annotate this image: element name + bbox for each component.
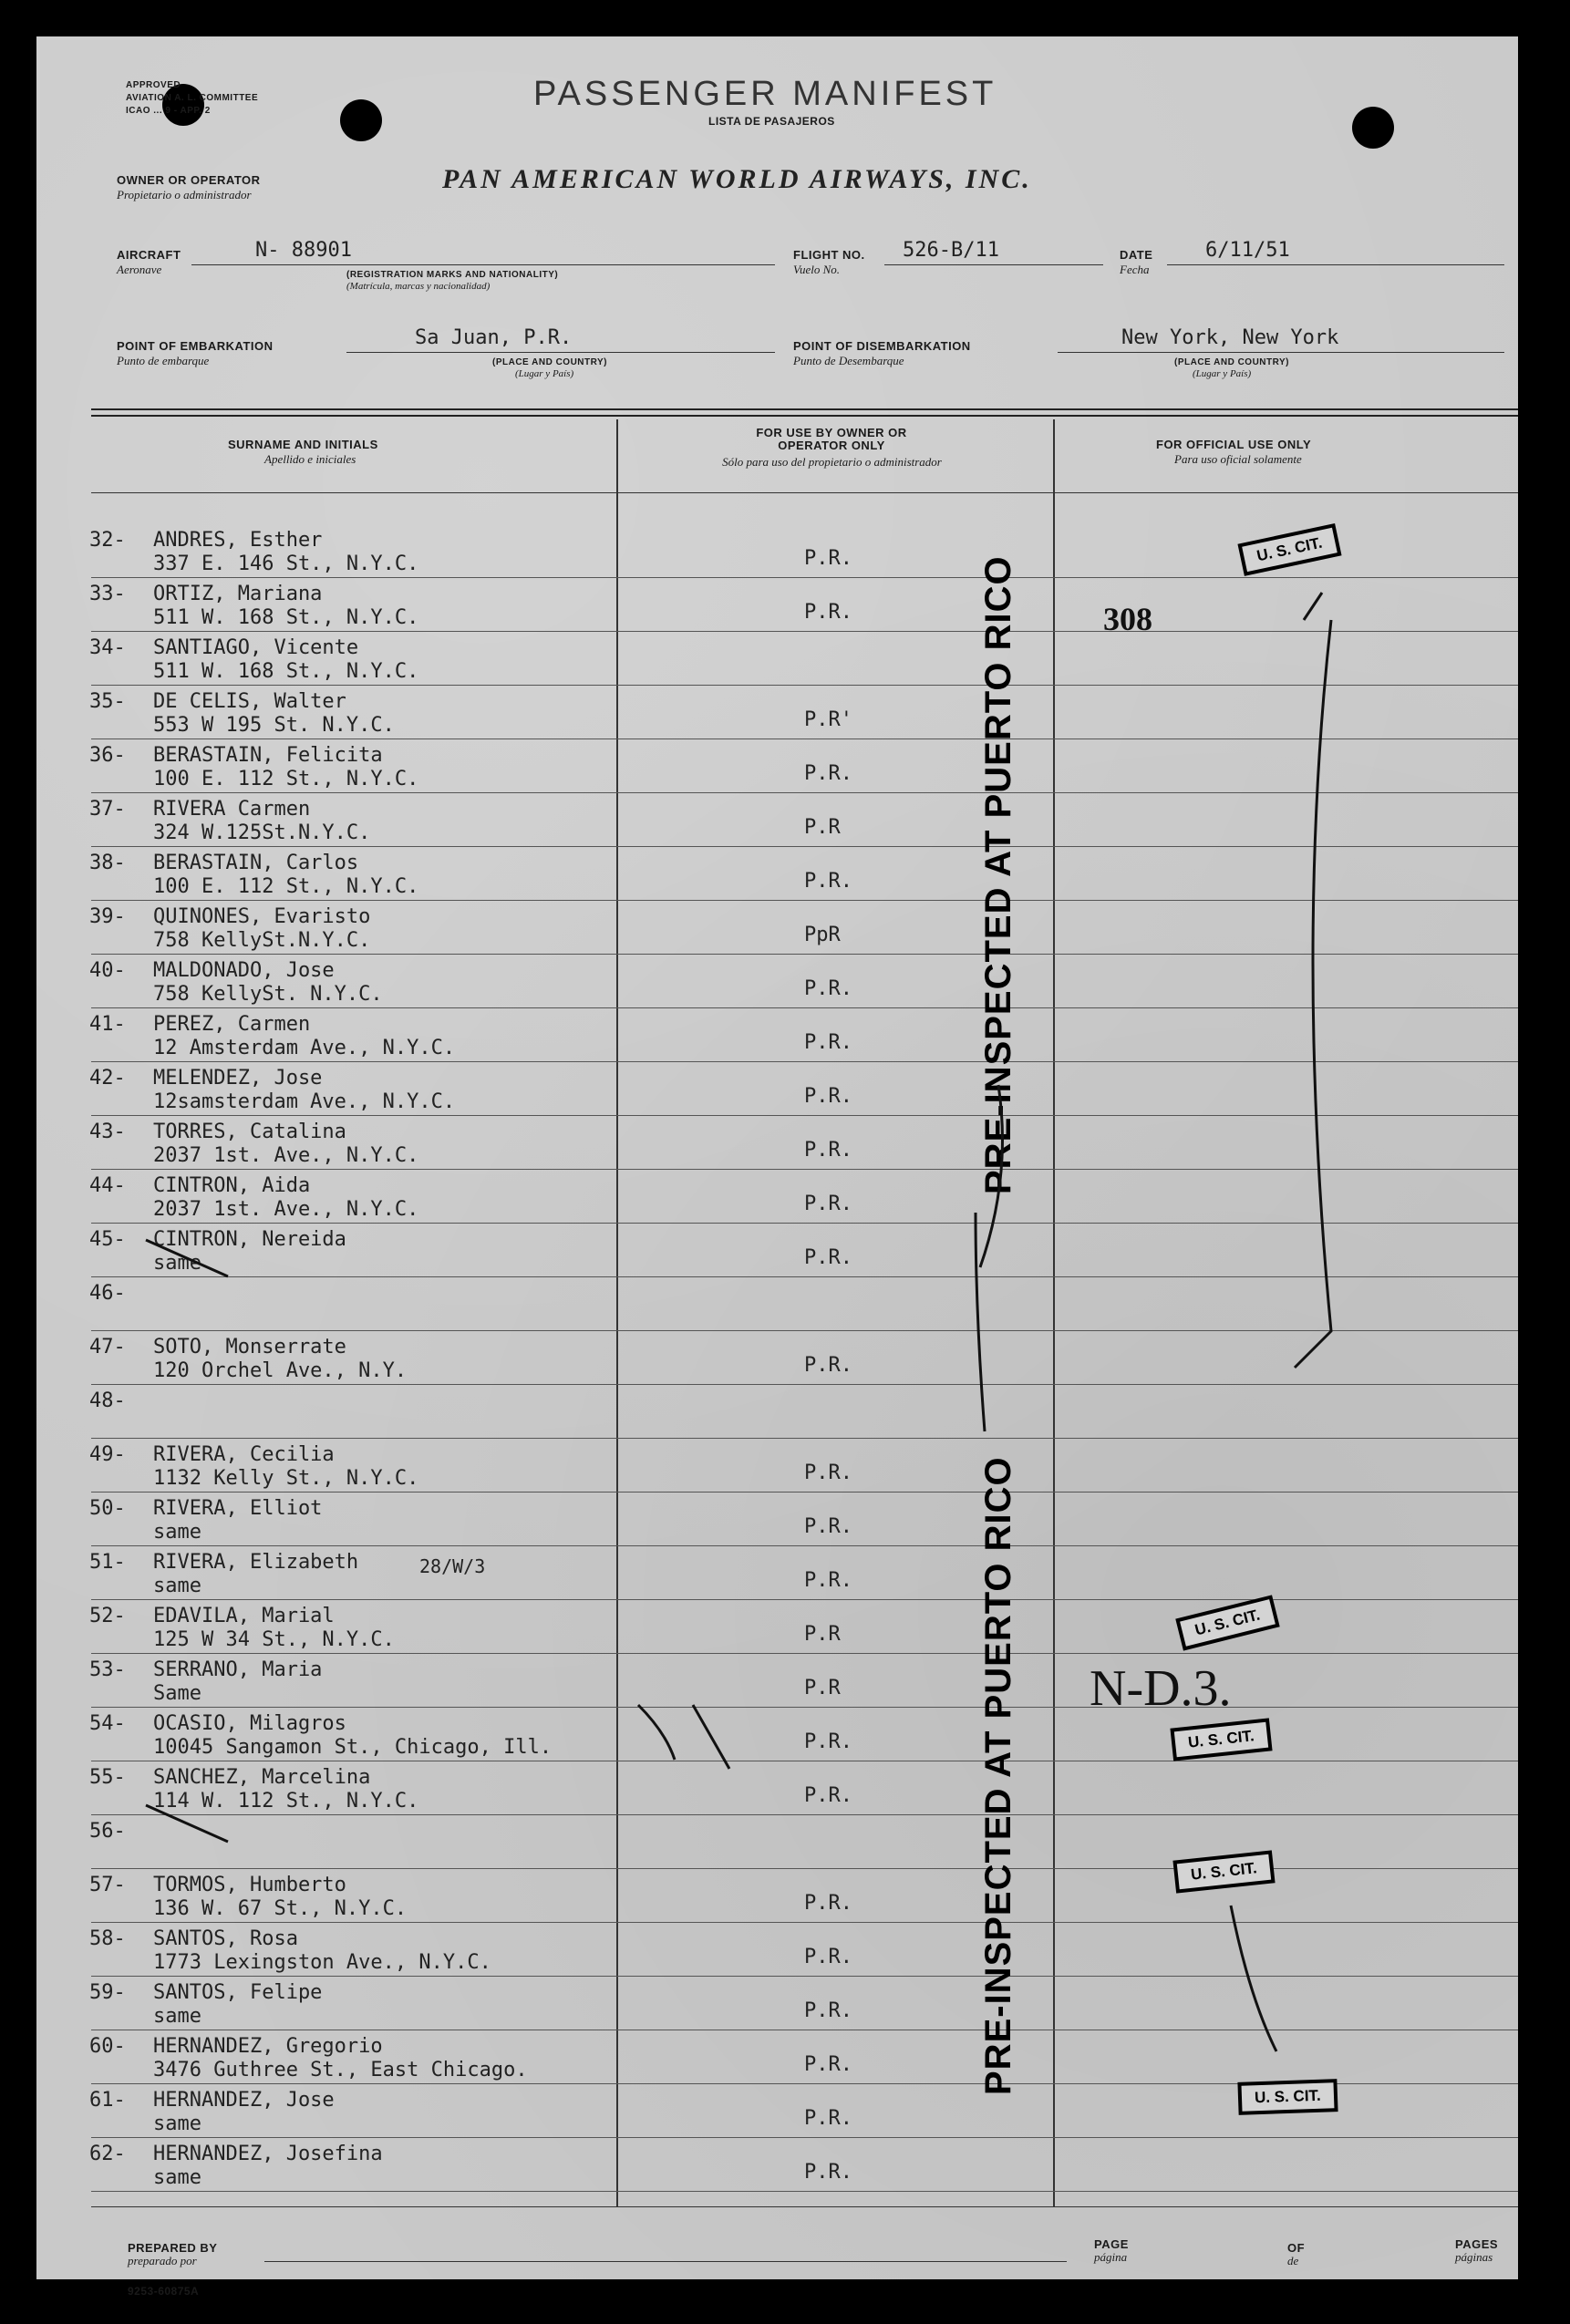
operator-mark: P.R. [804,1784,852,1807]
handwritten-nd3: N-D.3. [1090,1660,1232,1717]
passenger-name: CINTRON, Aida [153,1174,311,1197]
passenger-address: 2037 1st. Ave., N.Y.C. [153,1198,419,1221]
passenger-number: 46- [89,1282,126,1305]
passenger-number: 40- [89,959,126,982]
operator-mark: P.R [804,1677,841,1699]
operator-mark: P.R. [804,2161,852,2184]
passenger-name: TORMOS, Humberto [153,1874,346,1896]
passenger-number: 57- [89,1874,126,1896]
operator-mark: P.R' [804,708,852,731]
owner-label-es: Propietario o administrador [117,188,252,201]
passenger-address: 3476 Guthree St., East Chicago. [153,2059,528,2081]
arrow-line [976,1213,985,1431]
embark-label-es: Punto de embarque [117,354,210,367]
passenger-number: 39- [89,905,126,928]
embark-place-note: (PLACE AND COUNTRY) [492,357,607,367]
disembark-label: POINT OF DISEMBARKATION [793,339,971,353]
passenger-name: SANTOS, Rosa [153,1927,298,1950]
approved-line: ICAO ... 9 - APP. 2 [126,106,211,116]
passenger-number: 32- [89,529,126,552]
owner-label: OWNER OR OPERATOR [117,173,261,187]
date-value: 6/11/51 [1205,239,1290,262]
passenger-address: 120 Orchel Ave., N.Y. [153,1359,408,1382]
column-official-header-es: Para uso oficial solamente [1174,452,1302,466]
form-code: 9253-60875A [128,2285,200,2298]
operator-mark: P.R. [804,601,852,624]
us-cit-stamp: U. S. CIT. [1237,2079,1338,2115]
cancel-slash [146,1805,228,1842]
passenger-number: 58- [89,1927,126,1950]
passenger-address: 12 Amsterdam Ave., N.Y.C. [153,1037,456,1059]
operator-mark: P.R. [804,1139,852,1162]
operator-mark: P.R. [804,1569,852,1592]
passenger-address: 2037 1st. Ave., N.Y.C. [153,1144,419,1167]
prepared-label-es: preparado por [128,2254,197,2267]
passenger-address: 114 W. 112 St., N.Y.C. [153,1790,419,1813]
passenger-name: BERASTAIN, Carlos [153,852,359,874]
handwritten-scribble [638,1705,729,1769]
passenger-address: Same [153,1682,201,1705]
handwritten-308: 308 [1103,601,1152,637]
passenger-address: 100 E. 112 St., N.Y.C. [153,768,419,790]
us-cit-stamp: U. S. CIT. [1237,523,1341,576]
passenger-number: 35- [89,690,126,713]
manifest-title: PASSENGER MANIFEST [533,75,997,113]
passenger-address: same [153,2166,201,2189]
embark-label: POINT OF EMBARKATION [117,339,274,353]
passenger-name: HERNANDEZ, Jose [153,2089,335,2112]
column-official-header: FOR OFFICIAL USE ONLY [1156,438,1312,451]
passenger-name: RIVERA, Elizabeth [153,1551,359,1574]
passenger-address: 1132 Kelly St., N.Y.C. [153,1467,419,1490]
flight-label: FLIGHT NO. [793,248,865,262]
passenger-address: 758 KellySt. N.Y.C. [153,983,383,1006]
aircraft-value: N- 88901 [255,239,352,262]
operator-mark: P.R. [804,1085,852,1108]
passenger-address: same [153,1575,201,1597]
passenger-number: 33- [89,583,126,605]
passenger-name: SANTOS, Felipe [153,1981,323,2004]
passenger-name: MELENDEZ, Jose [153,1067,323,1090]
operator-mark: P.R. [804,2107,852,2130]
passenger-number: 42- [89,1067,126,1090]
passenger-number: 47- [89,1336,126,1358]
operator-mark: P.R. [804,1730,852,1753]
registration-note-es: (Matrícula, marcas y nacionalidad) [346,281,491,292]
operator-mark: P.R. [804,870,852,893]
passenger-number: 43- [89,1121,126,1143]
operator-mark: P.R [804,1623,841,1646]
aircraft-label-es: Aeronave [117,263,162,276]
passenger-number: 52- [89,1605,126,1627]
passenger-number: 36- [89,744,126,767]
operator-mark: P.R. [804,1462,852,1484]
passenger-address: 511 W. 168 St., N.Y.C. [153,606,419,629]
cancel-slash [146,1240,228,1276]
of-label-es: de [1287,2254,1299,2267]
passenger-number: 48- [89,1389,126,1412]
disembark-value: New York, New York [1121,326,1339,349]
of-label: OF [1287,2241,1306,2255]
bracket-line [1295,620,1331,1368]
operator-mark: PpR [804,924,841,946]
passenger-number: 41- [89,1013,126,1036]
passenger-address: 758 KellySt.N.Y.C. [153,929,371,952]
passenger-address: same [153,2005,201,2028]
passenger-number: 51- [89,1551,126,1574]
passenger-number: 50- [89,1497,126,1520]
prepared-label: PREPARED BY [128,2241,218,2255]
operator-mark: P.R. [804,1999,852,2022]
passenger-address: 337 E. 146 St., N.Y.C. [153,553,419,575]
passenger-number: 37- [89,798,126,821]
manifest-subtitle: LISTA DE PASAJEROS [708,115,835,128]
passenger-name: HERNANDEZ, Gregorio [153,2035,383,2058]
passenger-address: 136 W. 67 St., N.Y.C. [153,1897,408,1920]
date-label-es: Fecha [1120,263,1150,276]
page-label-es: página [1094,2250,1128,2264]
airline-name: PAN AMERICAN WORLD AIRWAYS, INC. [442,164,1032,194]
pages-label: PAGES [1455,2237,1499,2251]
operator-mark: P.R. [804,1031,852,1054]
operator-mark: P.R. [804,1193,852,1215]
date-label: DATE [1120,248,1153,262]
passenger-number: 56- [89,1820,126,1843]
preinspected-stamp-upper: PRE-INSPECTED AT PUERTO RICO [978,555,1018,1194]
passenger-number: 38- [89,852,126,874]
passenger-name: RIVERA Carmen [153,798,311,821]
passenger-name: RIVERA, Elliot [153,1497,323,1520]
disembark-label-es: Punto de Desembarque [793,354,904,367]
operator-mark: P.R. [804,1354,852,1377]
passenger-number: 53- [89,1658,126,1681]
passenger-number: 62- [89,2143,126,2165]
operator-mark: P.R. [804,1946,852,1968]
passenger-name: ANDRES, Esther [153,529,323,552]
us-cit-stamp: U. S. CIT. [1175,1595,1279,1650]
operator-mark: P.R [804,816,841,839]
passenger-number: 34- [89,636,126,659]
handwritten-marks [36,36,1518,2279]
passenger-name: CINTRON, Nereida [153,1228,346,1251]
passenger-address: 553 W 195 St. N.Y.C. [153,714,395,737]
disembark-place-note: (PLACE AND COUNTRY) [1174,357,1289,367]
passenger-name: RIVERA, Cecilia [153,1443,335,1466]
flight-value: 526-B/11 [903,239,999,262]
passenger-name: HERNANDEZ, Josefina [153,2143,383,2165]
manifest-sheet [36,36,1518,2298]
embark-place-note-es: (Lugar y País) [515,368,574,379]
passenger-address: 511 W. 168 St., N.Y.C. [153,660,419,683]
passenger-name: SANTIAGO, Vicente [153,636,359,659]
operator-mark: P.R. [804,762,852,785]
us-cit-stamp: U. S. CIT. [1170,1718,1272,1761]
passenger-name: ORTIZ, Mariana [153,583,323,605]
pages-label-es: páginas [1455,2250,1493,2264]
passenger-number: 60- [89,2035,126,2058]
embark-value: Sa Juan, P.R. [415,326,573,349]
operator-mark: P.R. [804,547,852,570]
operator-mark: P.R. [804,1246,852,1269]
passenger-number: 55- [89,1766,126,1789]
passenger-address: 1773 Lexingston Ave., N.Y.C. [153,1951,491,1974]
passenger-address: 12samsterdam Ave., N.Y.C. [153,1090,456,1113]
passenger-name: SERRANO, Maria [153,1658,323,1681]
passenger-number: 45- [89,1228,126,1251]
arrow-line [980,1085,1003,1267]
passenger-address: 10045 Sangamon St., Chicago, Ill. [153,1736,553,1759]
operator-mark: P.R. [804,1892,852,1915]
passenger-name: EDAVILA, Marial [153,1605,335,1627]
passenger-number: 61- [89,2089,126,2112]
passenger-name: DE CELIS, Walter [153,690,346,713]
passenger-address: 125 W 34 St., N.Y.C. [153,1628,395,1651]
passenger-name: MALDONADO, Jose [153,959,335,982]
passenger-address: same [153,2112,201,2135]
operator-mark: P.R. [804,977,852,1000]
passenger-name: OCASIO, Milagros [153,1712,346,1735]
operator-mark: P.R. [804,1515,852,1538]
passenger-number: 44- [89,1174,126,1197]
passenger-number: 54- [89,1712,126,1735]
bracket-line [1304,593,1322,620]
disembark-place-note-es: (Lugar y País) [1193,368,1252,379]
passenger-number: 59- [89,1981,126,2004]
page-label: PAGE [1094,2237,1129,2251]
column-name-header-es: Apellido e iniciales [264,452,356,466]
passenger-name: SOTO, Monserrate [153,1336,346,1358]
column-owner-header-es: Sólo para uso del propietario o administrador [722,455,942,469]
passenger-name: BERASTAIN, Felicita [153,744,383,767]
passenger-name: QUINONES, Evaristo [153,905,371,928]
marial-note: 28/W/3 [419,1555,486,1577]
column-name-header: SURNAME AND INITIALS [228,438,378,451]
aircraft-label: AIRCRAFT [117,248,181,262]
registration-note: (REGISTRATION MARKS AND NATIONALITY) [346,270,559,280]
passenger-address: 324 W.125St.N.Y.C. [153,821,371,844]
approved-line: AVIATION A. L. COMMITTEE [126,93,259,103]
passenger-number: 49- [89,1443,126,1466]
bracket-line [1231,1906,1276,2051]
passenger-address: 100 E. 112 St., N.Y.C. [153,875,419,898]
passenger-name: SANCHEZ, Marcelina [153,1766,371,1789]
passenger-address: same [153,1252,201,1275]
column-owner-header: FOR USE BY OWNER OR OPERATOR ONLY [756,426,907,452]
preinspected-stamp-lower: PRE-INSPECTED AT PUERTO RICO [978,1456,1018,2095]
passenger-name: TORRES, Catalina [153,1121,346,1143]
approved-line: APPROVED [126,80,181,90]
us-cit-stamp: U. S. CIT. [1172,1850,1275,1893]
passenger-name: PEREZ, Carmen [153,1013,311,1036]
passenger-address: same [153,1521,201,1544]
operator-mark: P.R. [804,2053,852,2076]
flight-label-es: Vuelo No. [793,263,841,276]
